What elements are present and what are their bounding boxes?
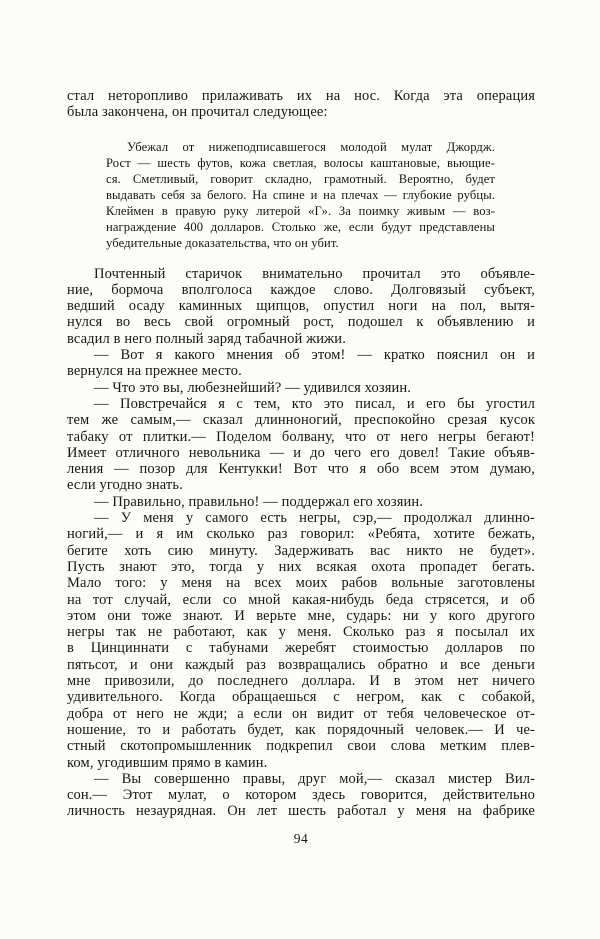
text-line: ведший осаду каминных щипцов, опустил ноги на пол, вытя- xyxy=(67,298,535,315)
paragraph xyxy=(67,266,535,347)
text-line: ние, бормоча вполголоса каждое слово. Долговязый субъект, xyxy=(67,281,535,298)
paragraph-continuation xyxy=(67,88,535,121)
text-line: нулся во весь свой огромный рост, подошел к объявлению и xyxy=(67,314,535,331)
text-line: сон.— Этот мулат, о котором здесь говорится, действительно xyxy=(67,787,535,804)
text-line: Рост — шесть футов, кожа светлая, волосы каштановые, вьющие- xyxy=(106,155,495,170)
text-line: табаку от плитки.— Поделом болвану, что от него негры бегают! xyxy=(67,428,535,445)
text-line: негры так не работают, как у меня. Сколько раз я посылал их xyxy=(67,624,535,641)
dialogue-paragraph xyxy=(67,494,535,510)
text-line: вернулся на прежнее место. xyxy=(67,363,242,380)
text-line: удивительного. Когда обращаешься с негром, как с собакой, xyxy=(67,689,535,706)
text-line: — Вы совершенно правы, друг мой,— сказал мистер Вил- xyxy=(94,770,535,787)
text-line: — Что это вы, любезнейший? — удивился хозяин. xyxy=(94,379,412,396)
text-line: Имеет отличного невольника — и до чего его довел! Такие объяв- xyxy=(67,444,535,461)
runaway-advertisement-blockquote xyxy=(106,139,495,251)
text-line: стал неторопливо прилаживать их на нос. Когда эта операция xyxy=(67,88,535,104)
text-line: — Правильно, правильно! — поддержал его хозяин. xyxy=(94,493,423,510)
text-line: на тот случай, если со мной какая-нибудь беда стрясется, и об xyxy=(67,591,535,608)
text-column xyxy=(67,88,535,820)
text-line: добра от него не жди; а если он видит от тебя человеческое от- xyxy=(67,705,535,722)
text-line: ся. Сметливый, говорит складно, грамотный. Вероятно, будет xyxy=(106,171,495,186)
text-line: была закончена, он прочитал следующее: xyxy=(67,104,328,121)
text-line: Почтенный старичок внимательно прочитал это объявле- xyxy=(94,265,535,282)
text-line: — Вот я какого мнения об этом! — кратко пояснил он и xyxy=(94,347,535,364)
text-line: тем же самым,— сказал длинноногий, преспокойно срезая кусок xyxy=(67,412,535,429)
text-line: Убежал от нижеподписавшегося молодой мулат Джордж. xyxy=(127,139,495,154)
text-line: стный скотопромышленник подкрепил свои слова метким плев- xyxy=(67,738,535,755)
text-line: — Повстречайся я с тем, кто это писал, и его бы угостил xyxy=(94,395,535,412)
text-line: Клеймен в правую руку литерой «Г». За поимку живым — воз- xyxy=(106,203,495,218)
text-line: бегите хоть сию минуту. Задерживать вас никто не будет». xyxy=(67,542,535,559)
text-line: Пусть знают это, тогда у них всякая охота пропадет бегать. xyxy=(67,558,535,575)
text-line: всадил в него полный заряд табачной жижи. xyxy=(67,330,346,347)
page-number: 94 xyxy=(293,831,309,846)
text-line: Мало того: у меня на всех моих рабов вольные заготовлены xyxy=(67,575,535,592)
dialogue-paragraph xyxy=(67,347,535,380)
text-line: ления — позор для Кентукки! Вот что я обо всем этом думаю, xyxy=(67,461,535,478)
text-line: мне привозили, до последнего доллара. И в этом нет ничего xyxy=(67,673,535,690)
text-line: убедительные доказательства, что он убит. xyxy=(106,235,339,250)
text-line: ношение, то и работать будет, как порядочный человек.— И че- xyxy=(67,721,535,738)
text-line: этом они тоже знают. И верьте мне, сударь: ни у кого другого xyxy=(67,607,535,624)
dialogue-paragraph xyxy=(67,510,535,771)
dialogue-paragraph xyxy=(67,396,535,494)
text-line: в Цинциннати с табунами жеребят стоимостью долларов по xyxy=(67,640,535,657)
text-line: пятьсот, и они каждый раз возвращались обратно и все деньги xyxy=(67,656,535,673)
text-line: ногий,— и я им сколько раз говорил: «Ребята, хотите бежать, xyxy=(67,526,535,543)
text-line: ком, угодившим прямо в камин. xyxy=(67,754,268,771)
text-line: выдавать себя за белого. На спине и на плечах — глубокие рубцы. xyxy=(106,187,495,202)
text-line: награждение 400 долларов. Столько же, если будут представлены xyxy=(106,219,495,234)
dialogue-paragraph xyxy=(67,380,535,396)
text-line: — У меня у самого есть негры, сэр,— продолжал длинно- xyxy=(94,510,535,527)
text-line: если угодно знать. xyxy=(67,477,183,494)
text-line: личность незаурядная. Он лет шесть работал у меня на фабрике xyxy=(67,803,535,820)
dialogue-paragraph xyxy=(67,771,535,820)
